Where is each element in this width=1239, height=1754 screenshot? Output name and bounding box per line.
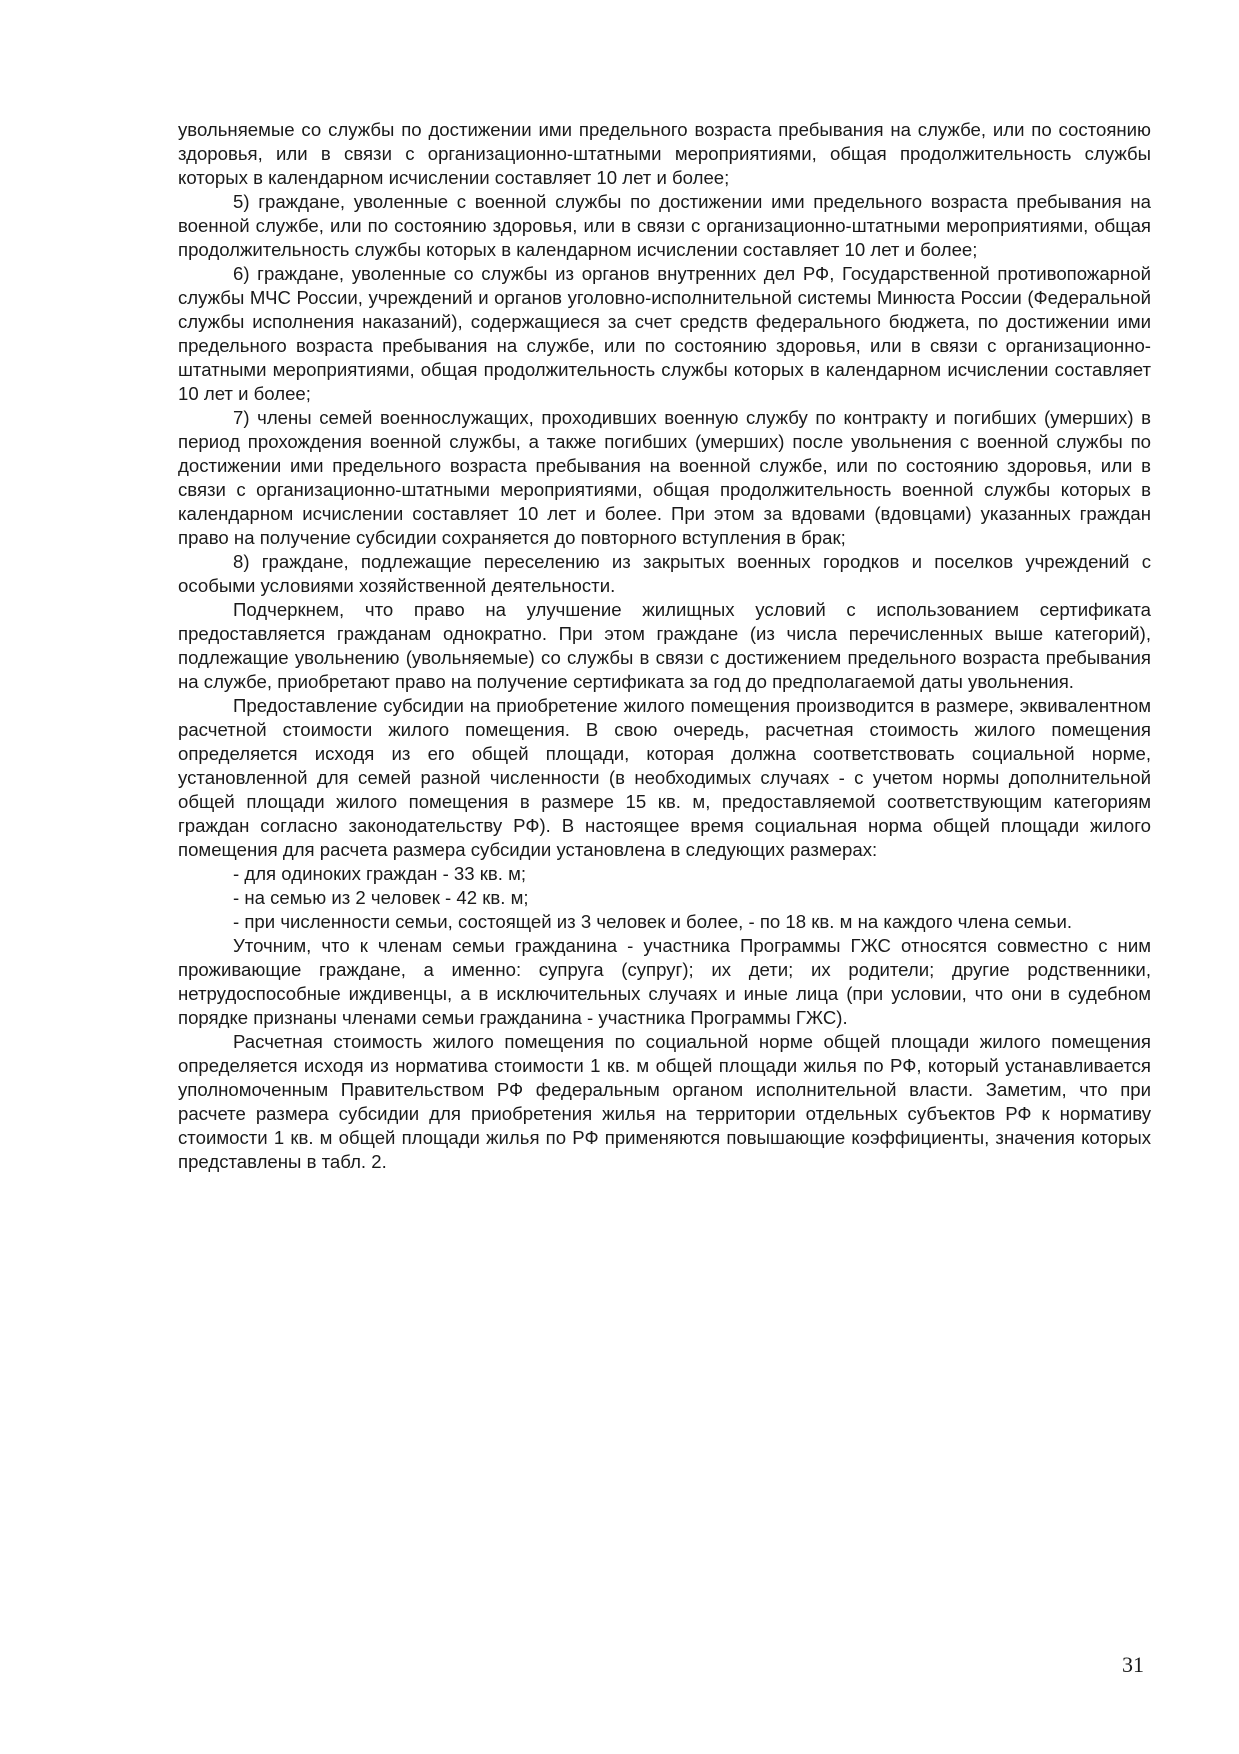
- paragraph-certificate-right: Подчеркнем, что право на улучшение жилищных условий с использованием сертификата предоставляется гражданам однократно. При этом граждане (из числа перечисленных выше категорий), подлежащие увольнению (увольняемые) со службы в связи с достижением предельного возраста пребывания на службе, приобретают право на получение сертификата за год до предполагаемой даты увольнения.: [178, 599, 1151, 692]
- page-number: 31: [1122, 1652, 1144, 1677]
- paragraph-calculated-cost: Расчетная стоимость жилого помещения по социальной норме общей площади жилого помещения определяется исходя из норматива стоимости 1 кв. м общей площади жилья по РФ, который устанавливается уполномоченным Правительством РФ федеральным органом исполнительной власти. Заметим, что при расчете размера субсидии для приобретения жилья на территории отдельных субъектов РФ к нормативу стоимости 1 кв. м общей площади жилья по РФ применяются повышающие коэффициенты, значения которых представлены в табл. 2.: [178, 1031, 1151, 1172]
- paragraph-item-8: 8) граждане, подлежащие переселению из закрытых военных городков и поселков учреждений с особыми условиями хозяйственной деятельности.: [178, 551, 1151, 596]
- list-item-two-persons: - на семью из 2 человек - 42 кв. м;: [233, 887, 529, 908]
- paragraph-item-6: 6) граждане, уволенные со службы из органов внутренних дел РФ, Государственной противопожарной службы МЧС России, учреждений и органов уголовно-исполнительной системы Минюста России (Федеральной службы исполнения наказаний), содержащиеся за счет средств федерального бюджета, по достижении ими предельного возраста пребывания на службе, или по состоянию здоровья, или в связи с организационно-штатными мероприятиями, общая продолжительность службы которых в календарном исчислении составляет 10 лет и более;: [178, 263, 1151, 404]
- paragraph-subsidy-size: Предоставление субсидии на приобретение жилого помещения производится в размере, эквивалентном расчетной стоимости жилого помещения. В свою очередь, расчетная стоимость жилого помещения определяется исходя из его общей площади, которая должна соответствовать социальной норме, установленной для семей разной численности (в необходимых случаях - с учетом нормы дополнительной общей площади жилого помещения в размере 15 кв. м, предоставляемой соответствующим категориям граждан согласно законодательству РФ). В настоящее время социальная норма общей площади жилого помещения для расчета размера субсидии установлена в следующих размерах:: [178, 695, 1151, 860]
- paragraph-family-members: Уточним, что к членам семьи гражданина - участника Программы ГЖС относятся совместно с ним проживающие граждане, а именно: супруга (супруг); их дети; их родители; другие родственники, нетрудоспособные иждивенцы, а в исключительных случаях и иные лица (при условии, что они в судебном порядке признаны членами семьи гражданина - участника Программы ГЖС).: [178, 935, 1151, 1028]
- paragraph-continued: увольняемые со службы по достижении ими предельного возраста пребывания на службе, или по состоянию здоровья, или в связи с организационно-штатными мероприятиями, общая продолжительность службы которых в календарном исчислении составляет 10 лет и более;: [178, 119, 1151, 188]
- paragraph-item-7: 7) члены семей военнослужащих, проходивших военную службу по контракту и погибших (умерших) в период прохождения военной службы, а также погибших (умерших) после увольнения с военной службы по достижении ими предельного возраста пребывания на военной службе, или по состоянию здоровья, или в связи с организационно-штатными мероприятиями, общая продолжительность военной службы которых в календарном исчислении составляет 10 лет и более. При этом за вдовами (вдовцами) указанных граждан право на получение субсидии сохраняется до повторного вступления в брак;: [178, 407, 1151, 548]
- list-item-three-or-more: - при численности семьи, состоящей из 3 человек и более, - по 18 кв. м на каждого члена семьи.: [233, 911, 1073, 932]
- body-text: [178, 118, 1151, 1174]
- list-item-single: - для одиноких граждан - 33 кв. м;: [233, 863, 527, 884]
- paragraph-item-5: 5) граждане, уволенные с военной службы по достижении ими предельного возраста пребывания на военной службе, или по состоянию здоровья, или в связи с организационно-штатными мероприятиями, общая продолжительность службы которых в календарном исчислении составляет 10 лет и более;: [178, 191, 1151, 260]
